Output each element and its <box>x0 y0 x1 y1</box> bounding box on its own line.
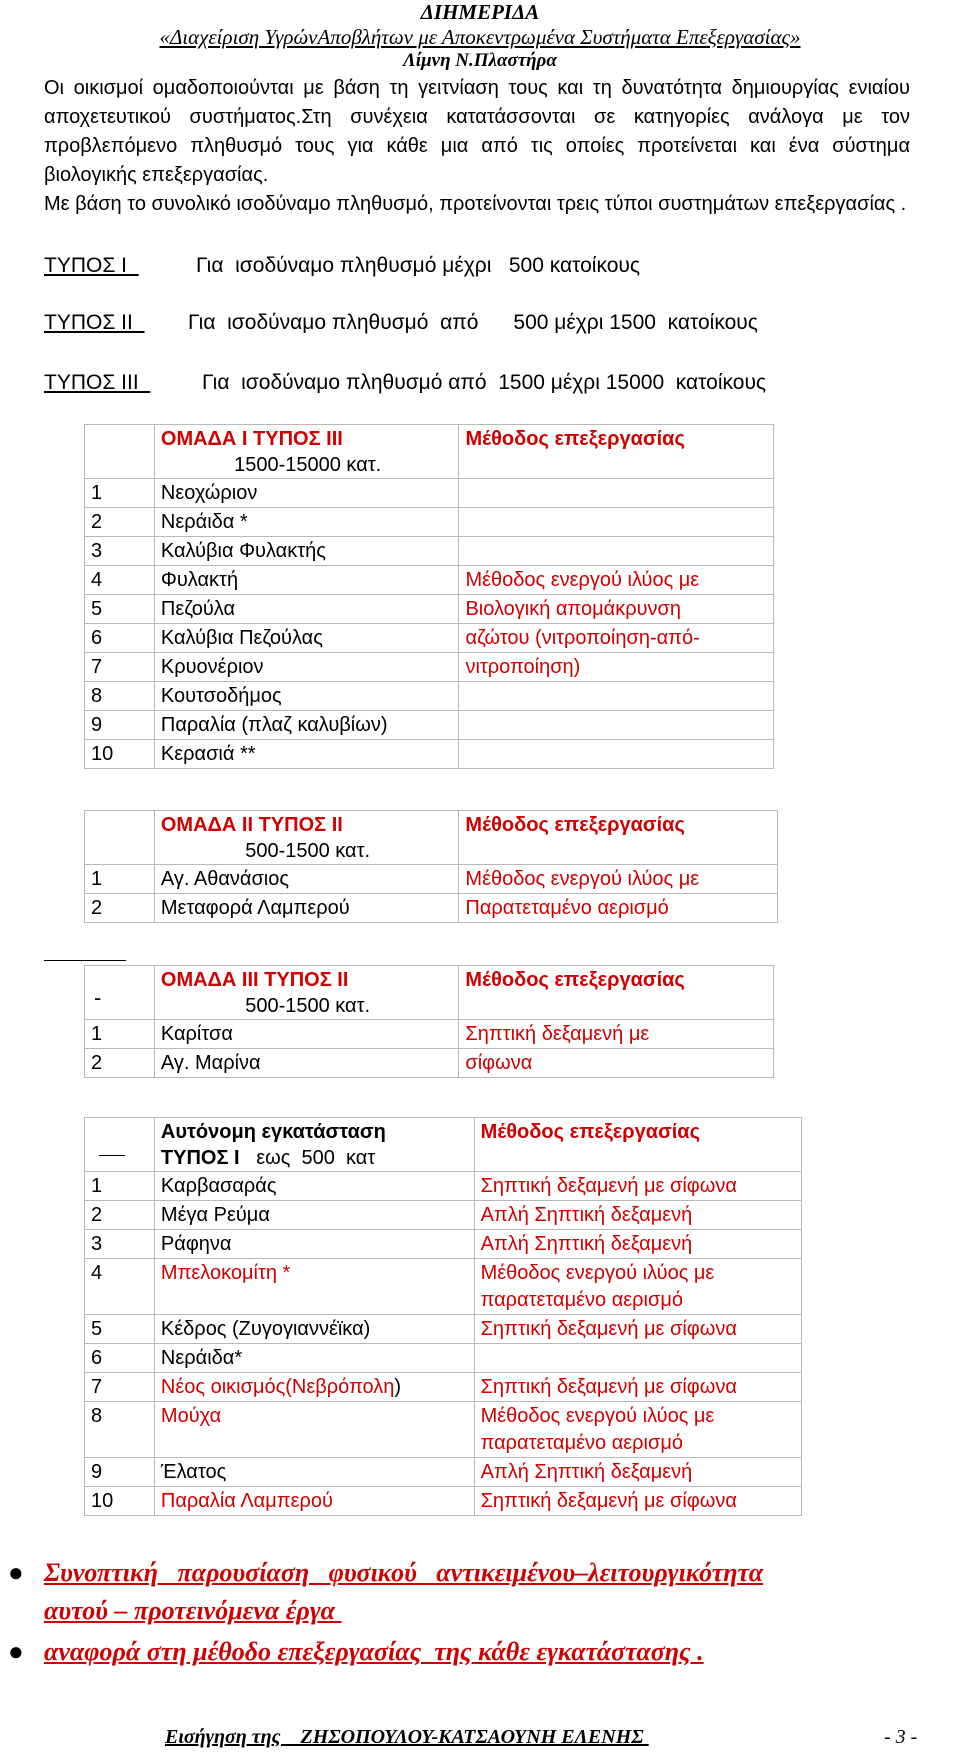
table-row <box>85 682 774 711</box>
group-title: ΟΜΑΔΑ ΙΙ ΤΥΠΟΣ ΙΙ <box>160 814 343 836</box>
group-type: ΤΥΠΟΣ Ι <box>160 1147 240 1169</box>
table-row <box>85 1020 774 1049</box>
settlement-name: Κουτσοδήμος <box>154 682 459 711</box>
method-cell: Παρατεταμένο αερισμό <box>459 894 778 923</box>
row-number: 8 <box>85 682 155 711</box>
header-dash <box>99 1155 125 1156</box>
method-cell: Σηπτική δεξαμενή με σίφωνα <box>474 1172 801 1201</box>
intro-text-2: Με βάση το συνολικό ισοδύναμο πληθυσμό, προτείνονται τρεις τύποι συστημάτων επεξεργασίας . <box>44 193 907 215</box>
table-row <box>85 653 774 682</box>
method-cell: νιτροποίηση) <box>459 653 774 682</box>
method-cell: Μέθοδος ενεργού ιλύος με <box>480 1262 715 1284</box>
method-cell: Μέθοδος ενεργού ιλύος με <box>459 865 778 894</box>
row-number: 8 <box>85 1402 155 1458</box>
row-number: 1 <box>85 1172 155 1201</box>
table-row <box>85 1487 802 1516</box>
bullet-item-2 <box>0 1634 960 1674</box>
settlement-name: Κρυονέριον <box>154 653 459 682</box>
settlement-name: Καρίτσα <box>154 1020 459 1049</box>
method-cell: Σηπτική δεξαμενή με σίφωνα <box>474 1315 801 1344</box>
bullet-icon: ● <box>8 1558 24 1587</box>
table-row <box>85 1259 802 1315</box>
intro-text-1: Οι οικισμοί ομαδοποιούνται με βάση τη γειτνίαση τους και τη δυνατότητα δημιουργίας ενιαίου αποχετευτικού συστήματος.Στη συνέχεια κατατάσσονται σε κατηγορίες ανάλογα με τον προβλεπόμενο πληθυσμό τους για κάθε μια από τις οποίες προτείνεται και ένα σύστημα βιολογικής επεξεργασίας. <box>44 77 910 186</box>
type-description: Για ισοδύναμο πληθυσμό από 500 μέχρι 1500 κατοίκους <box>188 311 758 334</box>
settlement-name: Μεταφορά Λαμπερού <box>154 894 459 923</box>
row-number: 1 <box>85 865 155 894</box>
table-row <box>85 566 774 595</box>
group-title: ΟΜΑΔΑ ΙΙΙ ΤΥΠΟΣ ΙΙ <box>160 969 349 991</box>
table-row <box>85 1373 802 1402</box>
row-number: 9 <box>85 711 155 740</box>
table-header-row <box>85 1118 802 1172</box>
method-cell: Βιολογική απομάκρυνση <box>459 595 774 624</box>
type-row-3 <box>44 370 924 396</box>
table-header-row <box>85 811 778 865</box>
row-number: 9 <box>85 1458 155 1487</box>
table-header-row <box>85 425 774 479</box>
row-number: 7 <box>85 653 155 682</box>
settlement-name: Νεράιδα * <box>154 508 459 537</box>
type-description: Για ισοδύναμο πληθυσμό από 1500 μέχρι 15000 κατοίκους <box>202 371 767 394</box>
group-2-table <box>84 810 778 923</box>
method-cell: Απλή Σηπτική δεξαμενή <box>474 1230 801 1259</box>
bullet-item-1 <box>0 1555 960 1635</box>
table-row <box>85 1172 802 1201</box>
settlement-name: Καρβασαράς <box>154 1172 474 1201</box>
table-row <box>85 1402 802 1458</box>
settlement-name: Νέος οικισμός(Νεβρόπολη <box>160 1376 395 1398</box>
method-header: Μέθοδος επεξεργασίας <box>459 966 774 1020</box>
bullet-text-line2: αυτού – προτεινόμενα έργα <box>44 1596 342 1625</box>
row-number: 4 <box>85 1259 155 1315</box>
method-cell <box>459 508 774 537</box>
table-row <box>85 537 774 566</box>
settlement-name: Αγ. Αθανάσιος <box>154 865 459 894</box>
group-range: 500-1500 κατ. <box>245 840 371 862</box>
document-subtitle: «Διαχείριση ΥγρώνΑποβλήτων με Αποκεντρωμένα Συστήματα Επεξεργασίας» <box>159 25 801 49</box>
table-row <box>85 479 774 508</box>
document-location: Λίμνη Ν.Πλαστήρα <box>403 50 557 71</box>
settlement-name: Αγ. Μαρίνα <box>154 1049 459 1078</box>
settlement-name-suffix: ) <box>394 1376 402 1398</box>
table-row <box>85 1201 802 1230</box>
row-number: 2 <box>85 1049 155 1078</box>
settlement-name: Παραλία Λαμπερού <box>154 1487 474 1516</box>
method-cell: Μέθοδος ενεργού ιλύος με <box>480 1405 715 1427</box>
settlement-name: Κερασιά ** <box>154 740 459 769</box>
row-number: 2 <box>85 508 155 537</box>
settlement-name: Παραλία (πλαζ καλυβίων) <box>154 711 459 740</box>
separator-line <box>44 960 126 961</box>
method-cell <box>459 479 774 508</box>
group-4-table <box>84 1117 802 1516</box>
method-cell-line2: παρατεταμένο αερισμό <box>480 1289 683 1311</box>
group-1-table <box>84 424 774 769</box>
settlement-name: Κέδρος (Ζυγογιαννέϊκα) <box>154 1315 474 1344</box>
row-number: 2 <box>85 1201 155 1230</box>
row-number: 6 <box>85 1344 155 1373</box>
method-header: Μέθοδος επεξεργασίας <box>459 811 778 865</box>
method-cell <box>459 537 774 566</box>
bullet-text: αναφορά στη μέθοδο επεξεργασίας της κάθε εγκατάστασης . <box>44 1637 704 1666</box>
row-number: 10 <box>85 740 155 769</box>
table-row <box>85 1315 802 1344</box>
row-number: 6 <box>85 624 155 653</box>
type-label: ΤΥΠΟΣ ΙΙΙ <box>44 371 151 394</box>
table-header-row <box>85 966 774 1020</box>
row-number: 10 <box>85 1487 155 1516</box>
group-3-table <box>84 965 774 1078</box>
table-row <box>85 595 774 624</box>
row-number: 5 <box>85 595 155 624</box>
method-cell: σίφωνα <box>459 1049 774 1078</box>
settlement-name: Φυλακτή <box>154 566 459 595</box>
method-cell: Σηπτική δεξαμενή με σίφωνα <box>474 1373 801 1402</box>
group-range: εως 500 κατ <box>239 1147 376 1169</box>
row-number: 2 <box>85 894 155 923</box>
method-cell: Μέθοδος ενεργού ιλύος με <box>459 566 774 595</box>
table-row <box>85 1344 802 1373</box>
method-cell: αζώτου (νιτροποίηση-από- <box>459 624 774 653</box>
row-number: 3 <box>85 1230 155 1259</box>
group-range: 500-1500 κατ. <box>245 995 371 1017</box>
method-cell <box>459 740 774 769</box>
table-row <box>85 508 774 537</box>
method-cell: Απλή Σηπτική δεξαμενή <box>474 1201 801 1230</box>
row-number: 1 <box>85 1020 155 1049</box>
bullet-icon: ● <box>8 1637 24 1666</box>
method-cell: Απλή Σηπτική δεξαμενή <box>474 1458 801 1487</box>
method-cell: Σηπτική δεξαμενή με σίφωνα <box>474 1487 801 1516</box>
table-row <box>85 1230 802 1259</box>
group-3-dash: - <box>94 985 102 1010</box>
method-cell: Σηπτική δεξαμενή με <box>459 1020 774 1049</box>
footer-author: Εισήγηση της ΖΗΣΟΠΟΥΛΟΥ-ΚΑΤΣΑΟΥΝΗ ΕΛΕΝΗΣ <box>165 1726 649 1748</box>
settlement-name: Καλύβια Πεζούλας <box>154 624 459 653</box>
row-number: 5 <box>85 1315 155 1344</box>
group-title: Αυτόνομη εγκατάσταση <box>160 1121 386 1143</box>
type-row-1 <box>44 253 924 279</box>
settlement-name: Μούχα <box>154 1402 474 1458</box>
settlement-name: Πεζούλα <box>154 595 459 624</box>
type-label: ΤΥΠΟΣ Ι <box>44 254 139 277</box>
table-row <box>85 865 778 894</box>
bullet-text: Συνοπτική παρουσίαση φυσικού αντικειμένου–λειτουργικότητα <box>44 1558 764 1587</box>
table-row <box>85 711 774 740</box>
method-cell <box>459 682 774 711</box>
method-cell <box>459 711 774 740</box>
settlement-name: Έλατος <box>154 1458 474 1487</box>
table-row <box>85 740 774 769</box>
type-row-2 <box>44 310 924 336</box>
settlement-name: Μπελοκομίτη * <box>154 1259 474 1315</box>
type-description: Για ισοδύναμο πληθυσμό μέχρι 500 κατοίκους <box>196 254 641 277</box>
document-title: ΔΙΗΜΕΡΙΔΑ <box>420 0 540 24</box>
table-row <box>85 1458 802 1487</box>
settlement-name: Νεοχώριον <box>154 479 459 508</box>
settlement-name: Καλύβια Φυλακτής <box>154 537 459 566</box>
row-number: 1 <box>85 479 155 508</box>
settlement-name: Νεράιδα* <box>154 1344 474 1373</box>
row-number: 4 <box>85 566 155 595</box>
group-title: ΟΜΑΔΑ Ι ΤΥΠΟΣ ΙΙΙ <box>160 428 343 450</box>
group-range: 1500-15000 κατ. <box>234 454 382 476</box>
method-cell <box>474 1344 801 1373</box>
method-header: Μέθοδος επεξεργασίας <box>474 1118 801 1172</box>
page-number: - 3 - <box>884 1726 918 1748</box>
table-row <box>85 894 778 923</box>
row-number: 3 <box>85 537 155 566</box>
row-number: 7 <box>85 1373 155 1402</box>
method-cell-line2: παρατεταμένο αερισμό <box>480 1432 683 1454</box>
method-header: Μέθοδος επεξεργασίας <box>459 425 774 479</box>
type-label: ΤΥΠΟΣ ΙΙ <box>44 311 145 334</box>
table-row <box>85 1049 774 1078</box>
settlement-name: Ράφηνα <box>154 1230 474 1259</box>
table-row <box>85 624 774 653</box>
settlement-name: Μέγα Ρεύμα <box>154 1201 474 1230</box>
intro-paragraph <box>44 74 910 219</box>
